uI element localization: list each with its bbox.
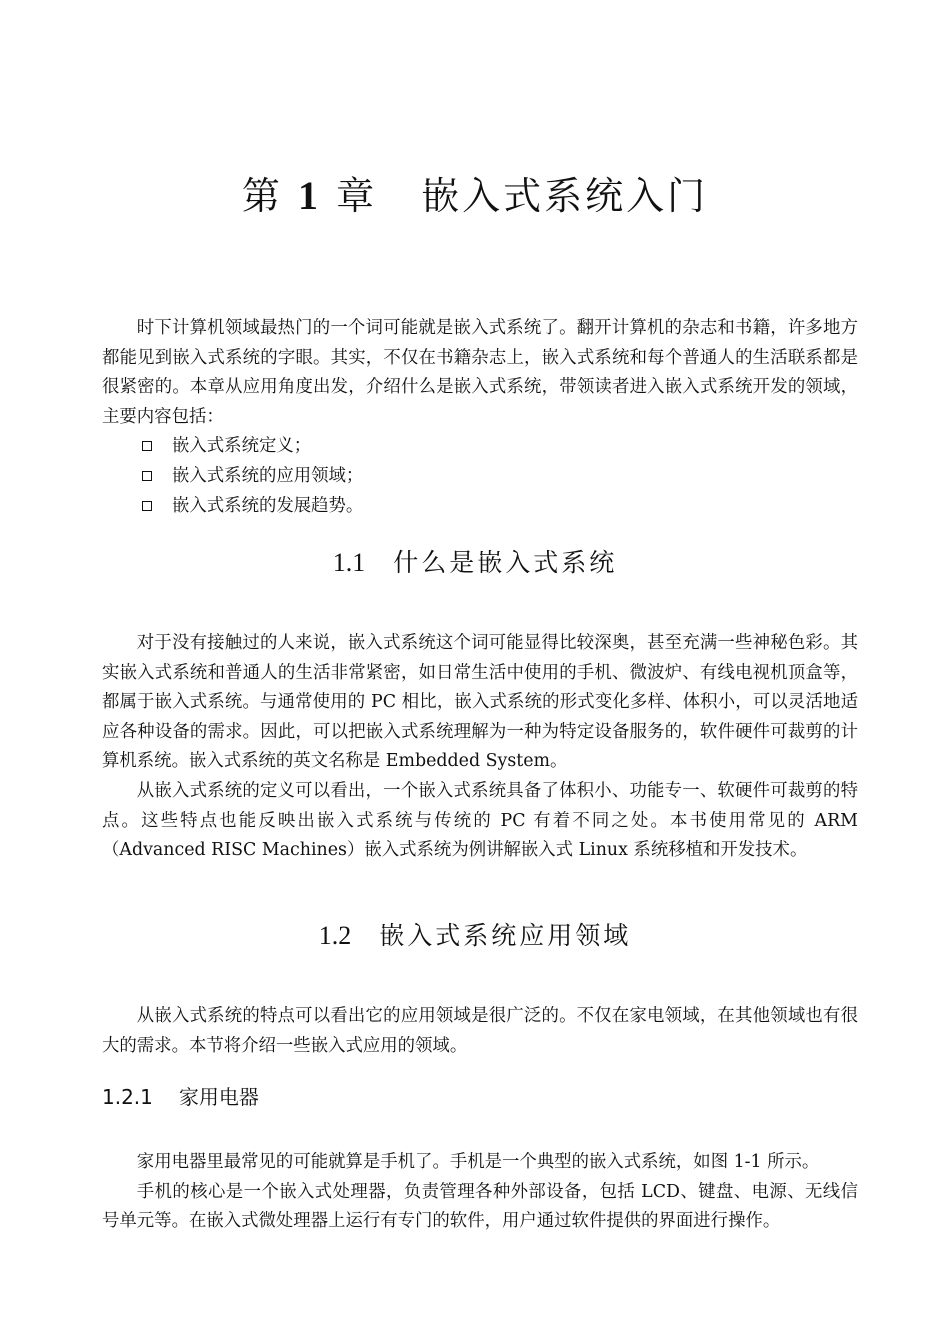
- section-number: 1.1: [332, 548, 366, 577]
- topic-list: [102, 432, 858, 521]
- section-heading-1-1: [0, 543, 950, 583]
- list-item: [102, 492, 858, 522]
- body-paragraph: 从嵌入式系统的定义可以看出，一个嵌入式系统具备了体积小、功能专一、软硬件可裁剪的特点。这些特点也能反映出嵌入式系统与传统的 PC 有着不同之处。本书使用常见的 ARM（Advanced RISC Machines）嵌入式系统为例讲解嵌入式 Linux 系统移植和开发技术。: [102, 780, 858, 861]
- section-heading-1-2: [0, 916, 950, 956]
- section-title-text: 嵌入式系统应用领域: [379, 921, 632, 950]
- intro-paragraph: 时下计算机领域最热门的一个词可能就是嵌入式系统了。翻开计算机的杂志和书籍，许多地方都能见到嵌入式系统的字眼。其实，不仅在书籍杂志上，嵌入式系统和每个普通人的生活联系都是很紧密的。本章从应用角度出发，介绍什么是嵌入式系统，带领读者进入嵌入式系统开发的领域，主要内容包括：: [102, 318, 858, 427]
- chapter-number-suffix: 章: [336, 174, 378, 218]
- section-title-text: 什么是嵌入式系统: [393, 548, 618, 577]
- chapter-title: [0, 168, 950, 224]
- checkbox-bullet-icon: [142, 471, 152, 481]
- list-item-text: 嵌入式系统定义；: [172, 436, 312, 457]
- subsection-1-2-1-body: [102, 1148, 858, 1237]
- list-item-text: 嵌入式系统的应用领域；: [172, 465, 364, 486]
- subsection-heading-1-2-1: [102, 1081, 259, 1113]
- body-paragraph: 手机的核心是一个嵌入式处理器，负责管理各种外部设备，包括 LCD、键盘、电源、无线信号单元等。在嵌入式微处理器上运行有专门的软件，用户通过软件提供的界面进行操作。: [102, 1181, 858, 1232]
- checkbox-bullet-icon: [142, 501, 152, 511]
- list-item: [102, 462, 858, 492]
- section-1-1-body: [102, 629, 858, 866]
- chapter-number-prefix: 第: [241, 174, 283, 218]
- list-item: [102, 432, 858, 462]
- intro-block: [102, 314, 858, 521]
- checkbox-bullet-icon: [142, 441, 152, 451]
- body-paragraph: 家用电器里最常见的可能就算是手机了。手机是一个典型的嵌入式系统，如图 1-1 所示。: [136, 1152, 820, 1172]
- body-paragraph: 对于没有接触过的人来说，嵌入式系统这个词可能显得比较深奥，甚至充满一些神秘色彩。其实嵌入式系统和普通人的生活非常紧密，如日常生活中使用的手机、微波炉、有线电视机顶盒等，都属于嵌入式系统。与通常使用的 PC 相比，嵌入式系统的形式变化多样、体积小，可以灵活地适应各种设备的需求。因此，可以把嵌入式系统理解为一种为特定设备服务的，软件硬件可裁剪的计算机系统。嵌入式系统的英文名称是 Embedded System。: [102, 633, 858, 772]
- body-paragraph: 从嵌入式系统的特点可以看出它的应用领域是很广泛的。不仅在家电领域，在其他领域也有很大的需求。本节将介绍一些嵌入式应用的领域。: [102, 1006, 858, 1056]
- chapter-number: 1: [297, 173, 321, 218]
- list-item-text: 嵌入式系统的发展趋势。: [172, 495, 364, 516]
- subsection-title-text: 家用电器: [178, 1085, 259, 1109]
- section-1-2-body: [102, 1002, 858, 1061]
- subsection-number: 1.2.1: [102, 1085, 153, 1109]
- chapter-title-text: 嵌入式系统入门: [421, 174, 709, 218]
- section-number: 1.2: [318, 921, 352, 950]
